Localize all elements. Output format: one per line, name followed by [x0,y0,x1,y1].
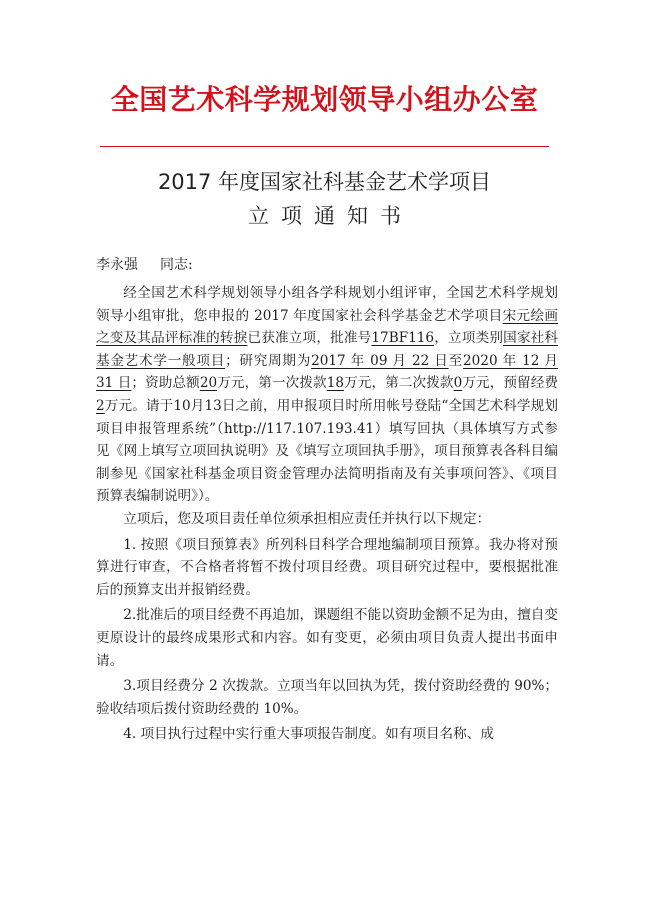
approval-paragraph [96,282,558,508]
approval-number: 17BF116 [371,330,435,347]
salutation-suffix: 同志: [160,257,193,273]
document-subtitle: 立项通知书 [248,204,413,228]
recipient-name: 李永强 [96,257,138,273]
text-run: 至 [448,352,463,369]
document-title: 2017 年度国家社科基金艺术学项目 [157,170,492,194]
heading-divider [100,146,549,147]
text-run: ；研究周期为 [225,352,312,369]
rules-intro-paragraph: 立项后，您及项目责任单位须承担相应责任并执行以下规定： [123,510,491,527]
issuer-heading: 全国艺术科学规划领导小组办公室 [110,83,539,116]
text-run: ；资助总额 [131,375,200,392]
text-run: 经全国艺术科学规划领导小组各学科规划小组评审，全国艺术科学规划领导小组审批，您申报的 2017 年度国家社会科学基金艺术学项目 [96,285,558,324]
end-date: 2020 年 12 月 31 日 [96,352,559,392]
text-run: 已获准立项，批准号 [247,330,372,347]
salutation [96,255,193,275]
reserved-funding: 2 [96,397,105,414]
project-category: 国家社科基金艺术学一般项目 [96,330,559,369]
rule-item-3: 3.项目经费分 2 次拨款。立项当年以回执为凭，拨付资助经费的 90%；验收结项后拨付资助经费的 10%。 [96,678,558,717]
notice-body [96,282,558,746]
text-run: 万元，预留经费 [462,375,559,392]
text-run: 万元，第二次拨款 [344,375,454,392]
rule-item-4: 4. 项目执行过程中实行重大事项报告制度。如有项目名称、成 [123,726,494,743]
start-date: 2017 年 09 月 22 日 [311,352,449,369]
rule-item-2: 2.批准后的项目经费不再追加，课题组不能以资助金额不足为由，擅自变更原设计的最终成果形式和内容。如有变更，必须由项目负责人提出书面申请。 [96,607,558,669]
rule-item-1: 1. 按照《项目预算表》所列科目科学合理地编制项目预算。我办将对预算进行审查，不合格者将暂不拨付项目经费。项目研究过程中，要根据批准后的预算支出并报销经费。 [96,536,558,598]
text-run: ，立项类别 [434,330,504,347]
text-run: 万元，第一次拨款 [217,375,327,392]
project-name: 宋元绘画之变及其品评标准的转捩 [96,307,558,347]
text-run: 万元。请于10月13日之前，用申报项目时所用帐号登陆“全国艺术科学规划项目申报管理系统”（http://117.107.193.41）填写回执（具体填写方式参见《网上填写立项回执说明》及《填写立项回执手册》，项目预算表各科目编制参见《国家社科基金项目资金管理办法简明指南及有关事项问答》、《项目预算表编制说明》）。 [96,397,558,505]
second-payment: 0 [453,375,463,392]
total-funding: 20 [199,375,218,392]
first-payment: 18 [326,375,345,392]
